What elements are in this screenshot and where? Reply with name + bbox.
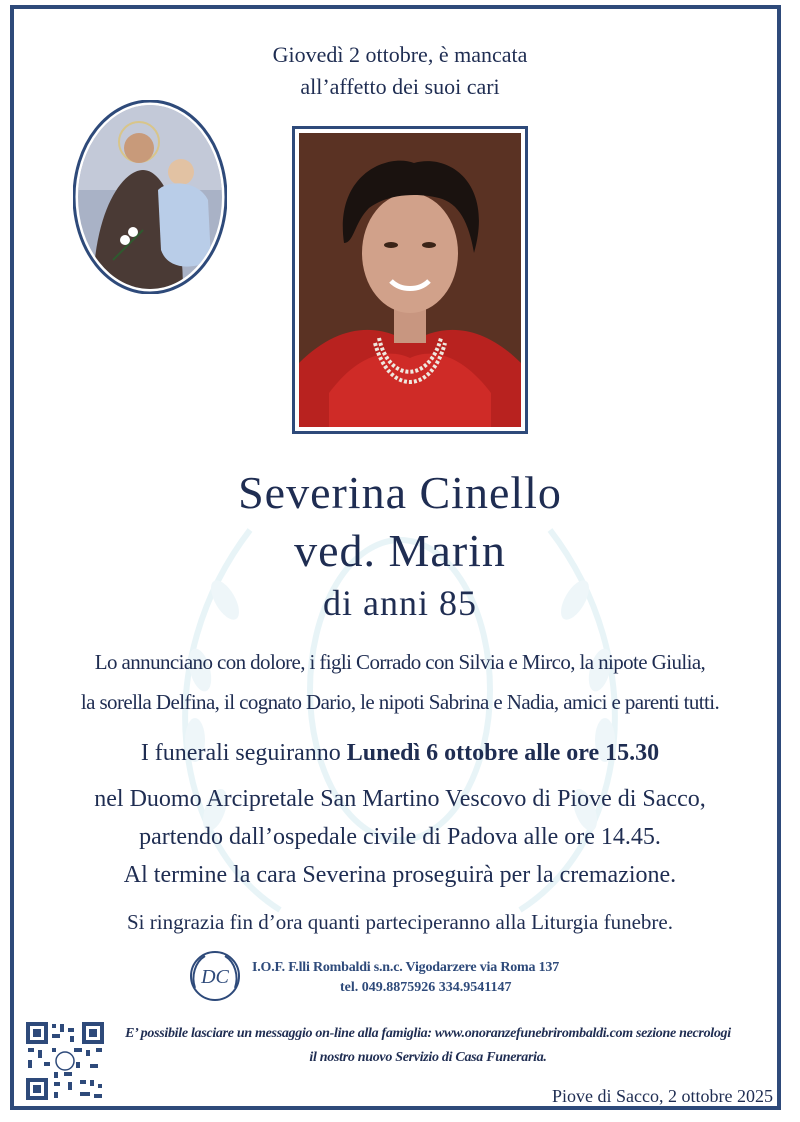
portrait-photo — [292, 126, 528, 434]
funeral-line-1 — [0, 740, 800, 767]
announcement-line-2: all’affetto dei suoi cari — [300, 74, 500, 99]
place-date: Piove di Sacco, 2 ottobre 2025 — [552, 1086, 773, 1106]
agency-phones: tel. 049.8875926 334.9541147 — [340, 980, 512, 995]
mourners-line-1: Lo annunciano con dolore, i figli Corrado con Silvia e Mirco, la nipote Giulia, — [94, 650, 706, 674]
announcement-line-1: Giovedì 2 ottobre, è mancata — [272, 42, 528, 67]
funeral-line-2: nel Duomo Arcipretale San Martino Vescovo di Piove di Sacco, — [94, 786, 706, 812]
online-message-line-2: il nostro nuovo Servizio di Casa Funeraria. — [309, 1050, 547, 1065]
deceased-married-name: ved. Marin — [294, 525, 506, 576]
thanks-text: Si ringrazia fin d’ora quanti parteciperanno alla Liturgia funebre. — [127, 910, 673, 934]
agency-logo — [185, 948, 245, 1008]
agency-name: I.O.F. F.lli Rombaldi s.n.c. Vigodarzere via Roma 137 — [252, 960, 560, 975]
deceased-name: Severina Cinello — [238, 467, 562, 518]
funeral-datetime: Lunedì 6 ottobre alle ore 15.30 — [346, 740, 660, 766]
funeral-line-3: partendo dall’ospedale civile di Padova alle ore 14.45. — [139, 824, 661, 850]
mourners-line-2: la sorella Delfina, il cognato Dario, le nipoti Sabrina e Nadia, amici e parenti tutti. — [80, 690, 720, 714]
funeral-line-4: Al termine la cara Severina proseguirà per la cremazione. — [123, 862, 677, 888]
online-message-line-1: E’ possibile lasciare un messaggio on-line alla famiglia: www.onoranzefunebrirombaldi.com sezione necrologi — [125, 1026, 731, 1041]
deceased-age: di anni 85 — [323, 583, 477, 623]
funeral-intro: I funerali seguiranno — [140, 740, 341, 766]
qr-code[interactable] — [24, 1020, 106, 1102]
saint-image — [73, 100, 227, 294]
agency-logo-text: DC — [201, 966, 229, 988]
